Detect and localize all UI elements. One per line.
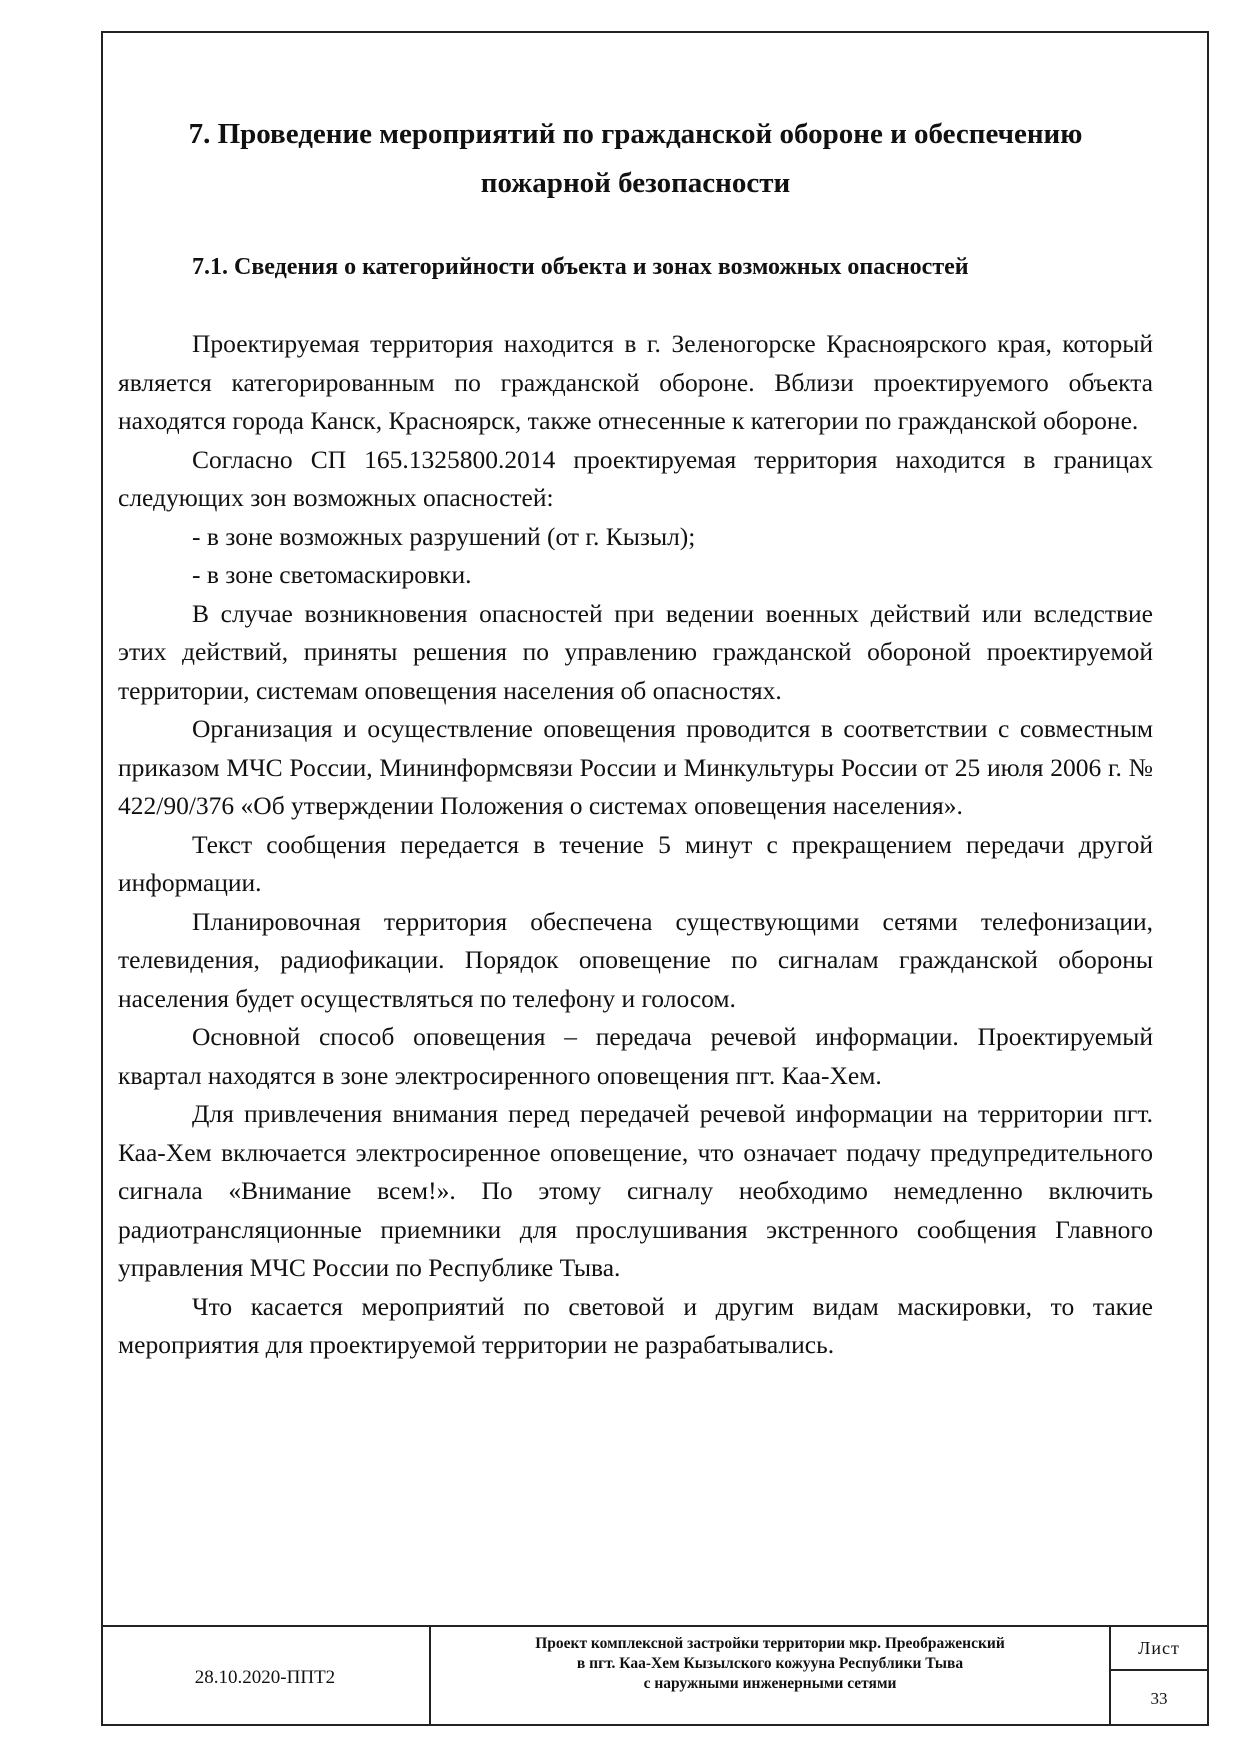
list-item: - в зоне светомаскировки. — [192, 560, 472, 589]
paragraph: Что касается мероприятий по световой и другим видам маскировки, то такие мероприятия для проектируемой территории не разрабатывались. — [118, 1291, 1153, 1359]
sheet-number: 33 — [1150, 1689, 1168, 1708]
section-heading — [118, 110, 1153, 208]
project-title-line3: с наружными инженерными сетями — [643, 1675, 897, 1692]
section-heading-line2: пожарной безопасности — [480, 167, 791, 199]
sheet-cell — [1111, 1627, 1207, 1726]
paragraph: Для привлечения внимания перед передачей речевой информации на территории пгт. Каа-Хем включается электросиренное оповещение, что означает подачу предупредительного сигнала «Внимание всем!». По этому сигналу необходимо немедленно включить радиотрансляционные приемники для прослушивания экстренного сообщения Главного управления МЧС России по Республике Тыва. — [118, 1099, 1153, 1282]
paragraph: Основной способ оповещения – передача речевой информации. Проектируемый квартал находятся в зоне электросиренного оповещения пгт. Каа-Хем. — [118, 1022, 1153, 1090]
project-title-line2: в пгт. Каа-Хем Кызылского кожууна Республики Тыва — [576, 1655, 964, 1672]
title-block — [101, 1625, 1209, 1726]
doc-number-cell — [101, 1627, 431, 1726]
project-title-line1: Проект комплексной застройки территории мкр. Преображенский — [535, 1635, 1005, 1652]
paragraph: В случае возникновения опасностей при ведении военных действий или вследствие этих действий, приняты решения по управлению гражданской обороной проектируемой территории, системам оповещения населения об опасностях. — [118, 598, 1153, 705]
paragraph: Согласно СП 165.1325800.2014 проектируемая территория находится в границах следующих зон возможных опасностей: — [118, 444, 1153, 512]
paragraph: Текст сообщения передается в течение 5 минут с прекращением передачи другой информации. — [118, 829, 1153, 897]
doc-number: 28.10.2020-ППТ2 — [194, 1667, 336, 1688]
section-heading-line1: 7. Проведение мероприятий по гражданской обороне и обеспечению — [188, 118, 1083, 150]
subsection-heading: 7.1. Сведения о категорийности объекта и зонах возможных опасностей — [192, 254, 969, 280]
paragraph: Проектируемая территория находится в г. Зеленогорске Красноярского края, который является категорированным по гражданской обороне. Вблизи проектируемого объекта находятся города Канск, Красноярск, также отнесенные к категории по гражданской обороне. — [118, 329, 1153, 435]
body-text — [118, 325, 1153, 1365]
project-title-cell — [431, 1627, 1111, 1726]
paragraph: Планировочная территория обеспечена существующими сетями телефонизации, телевидения, радиофикации. Порядок оповещение по сигналам гражданской обороны населения будет осуществляться по телефону и голосом. — [118, 906, 1153, 1013]
page-content — [118, 110, 1153, 1365]
paragraph: Организация и осуществление оповещения проводится в соответствии с совместным приказом МЧС России, Мининформсвязи России и Минкультуры России от 25 июля 2006 г. № 422/90/376 «Об утверждении Положения о системах оповещения населения». — [118, 714, 1153, 820]
project-title — [441, 1634, 1099, 1694]
sheet-label: Лист — [1111, 1627, 1207, 1671]
list-item: - в зоне возможных разрушений (от г. Кызыл); — [192, 521, 696, 551]
